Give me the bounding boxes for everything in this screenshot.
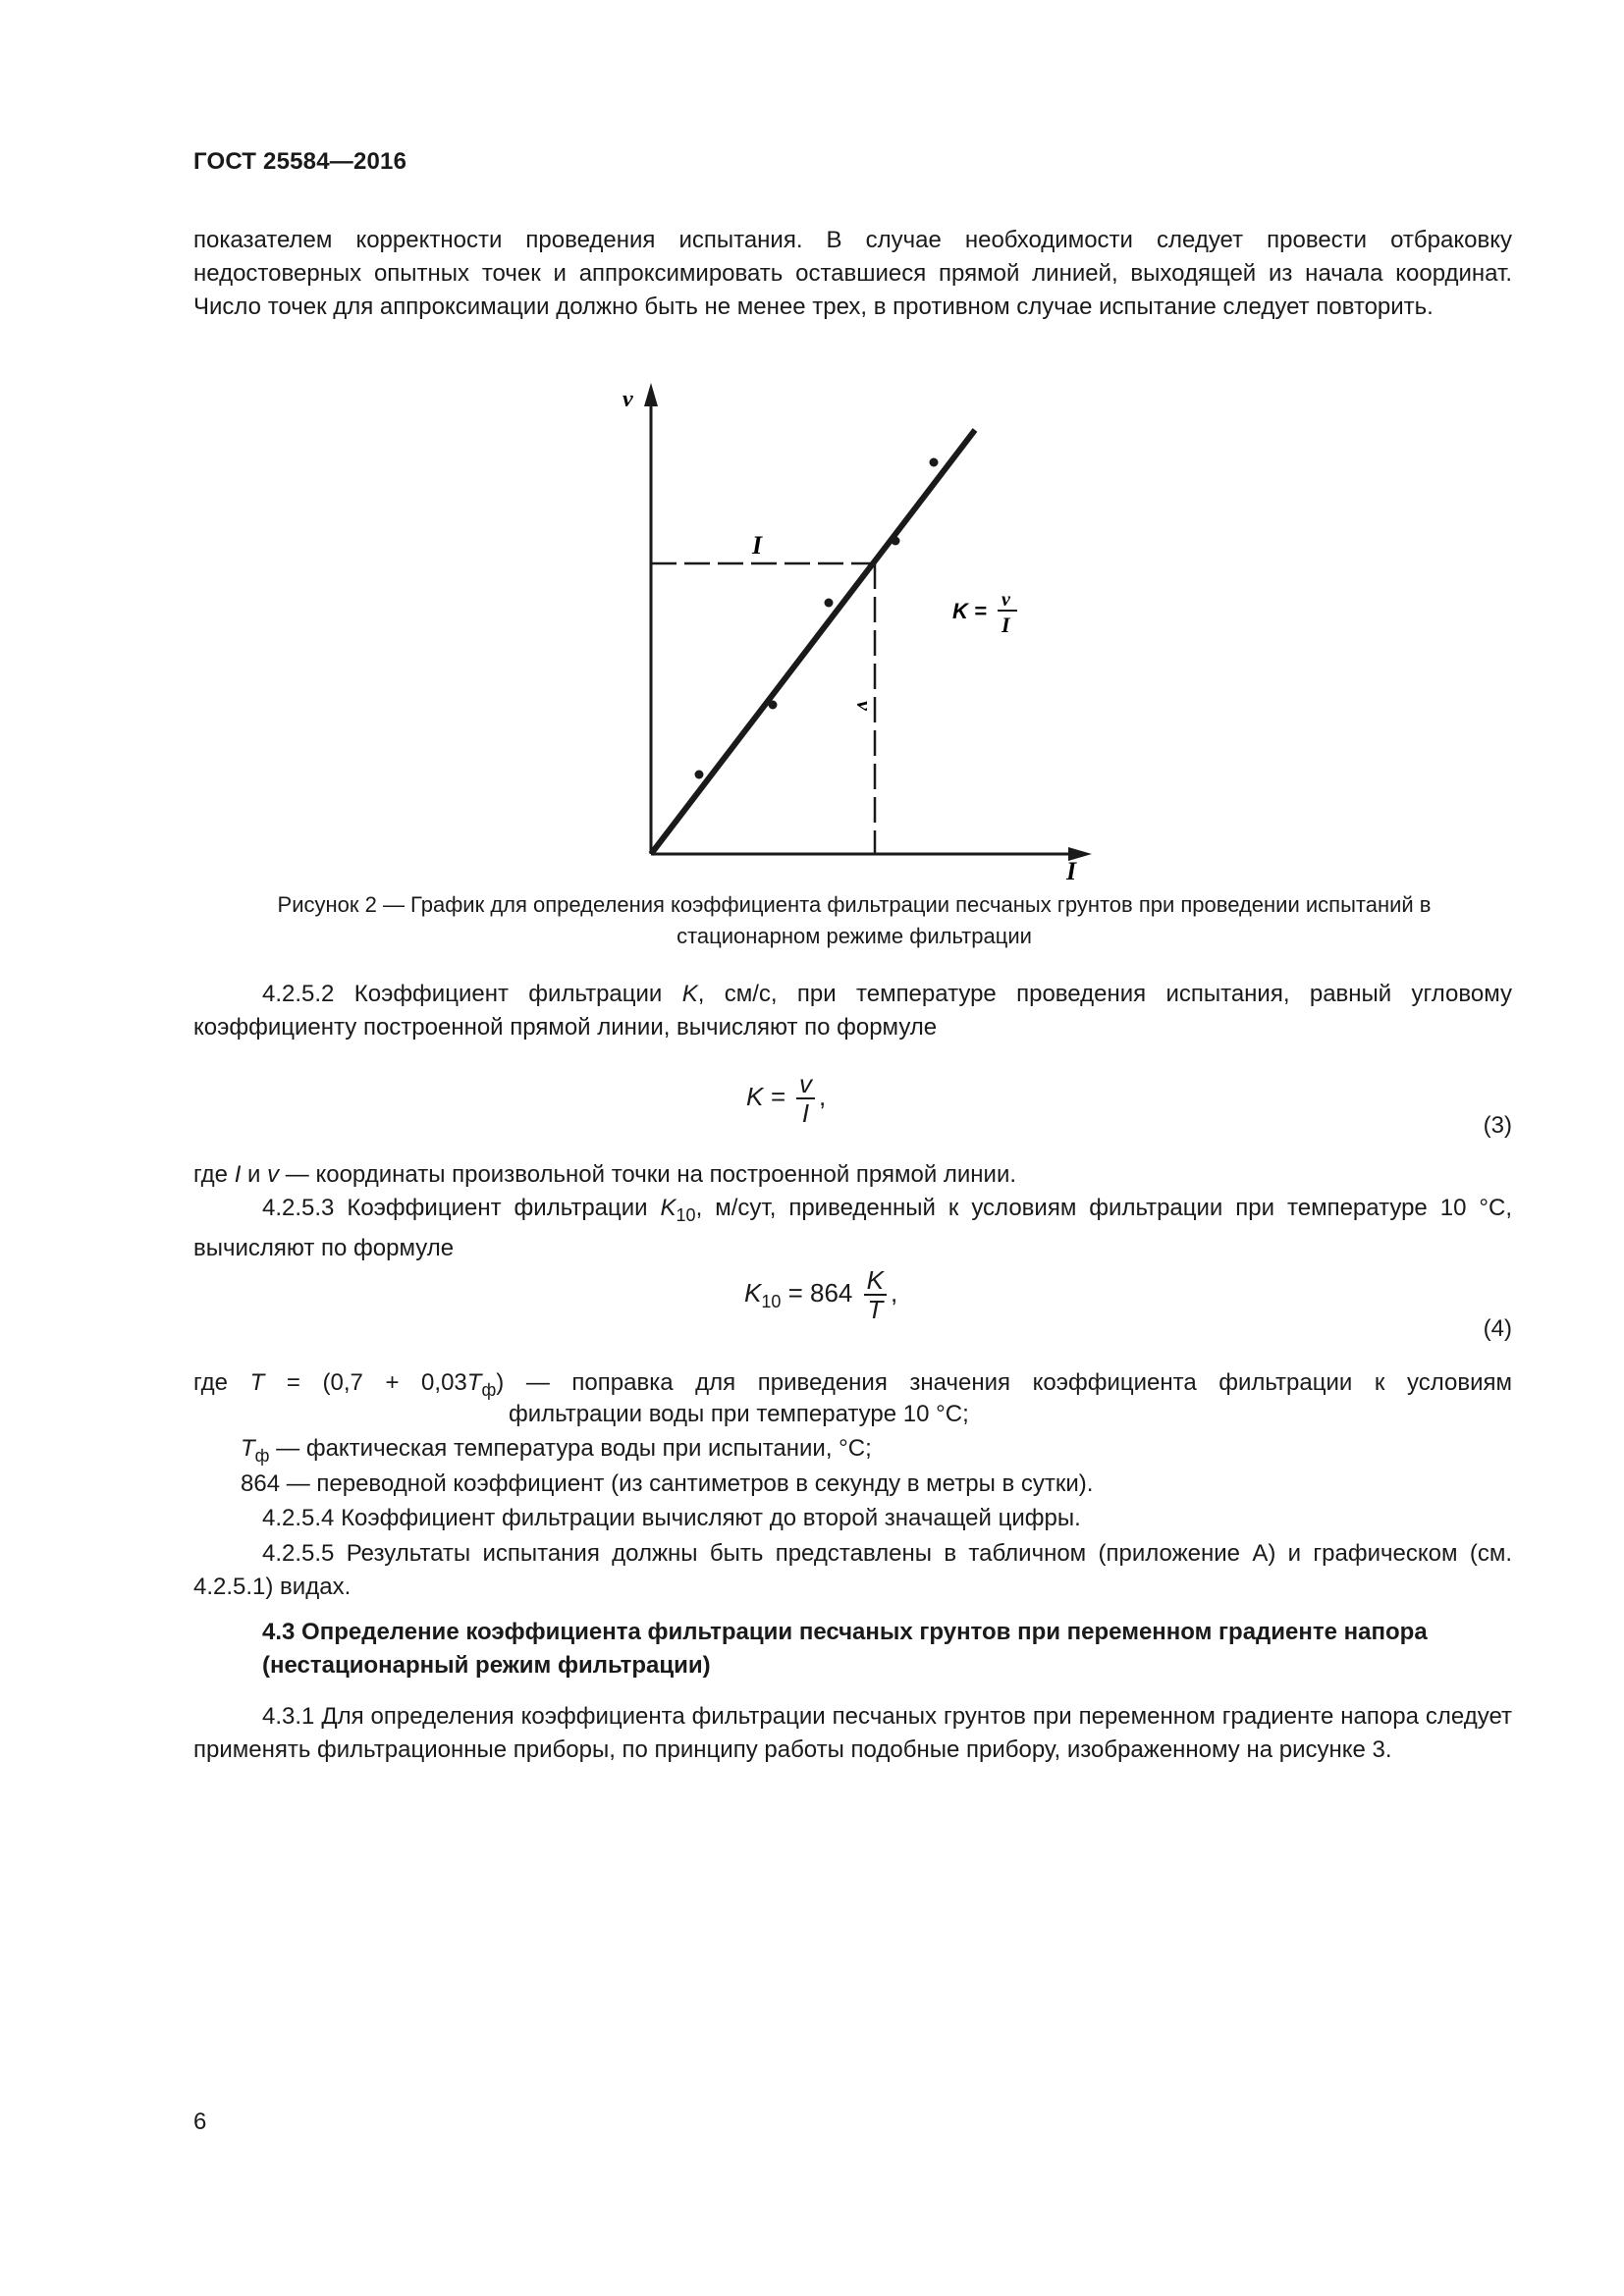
where-clause-2: где $T = (0,7 + 0,03T_ф)$ — поправка для приведения значения коэффициента фильтрации к условиям (193, 1369, 1512, 1400)
figure-formula-num: v (1001, 589, 1010, 611)
figure-caption (177, 889, 1532, 952)
section-4-2-5-4: 4.2.5.4 Коэффициент фильтрации вычисляют до второй значащей цифры. (262, 1505, 1081, 1531)
fit-line (651, 430, 975, 854)
formula-4-number: (4) (1483, 1315, 1512, 1342)
figure-2-graph (609, 373, 1100, 883)
where-clause-3: $T_ф$ — фактическая температура воды при испытании, °С; (241, 1435, 872, 1466)
segment-label-v: v (852, 701, 877, 711)
formula-4-fraction: $\frac{K}{T}$ (864, 1266, 887, 1323)
y-axis-arrow (644, 383, 658, 406)
document-header: ГОСТ 25584—2016 (193, 148, 407, 175)
formula-3-fraction: $\frac{v}{I}$ (796, 1070, 815, 1127)
where-clause-1: где I и v — координаты произвольной точки на построенной прямой линии. (193, 1161, 1017, 1188)
where-clause-2-continuation: фильтрации воды при температуре 10 °С; (509, 1401, 969, 1427)
section-4-2-5-3: 4.2.5.3 Коэффициент фильтрации $K_{10}$, м/сут, приведенный к условиям фильтрации при температуре 10 °С, вычисляют по формуле (193, 1195, 1512, 1261)
section-4-3-1: 4.3.1 Для определения коэффициента фильтрации песчаных грунтов при переменном градиенте напора следует применять фильтрационные приборы, по принципу работы подобные прибору, изображенному на рисунке 3. (193, 1703, 1512, 1763)
intro-paragraph: показателем корректности проведения испытания. В случае необходимости следует провести отбраковку недостоверных опытных точек и аппроксимировать оставшиеся прямой линией, выходящей из начала координат. Число точек для аппроксимации должно быть не менее трех, в противном случае испытание следует повторить. (193, 227, 1512, 320)
data-point (695, 771, 704, 779)
where-clause-4: 864 — переводной коэффициент (из сантиметров в секунду в метры в сутки). (241, 1470, 1094, 1497)
data-point (930, 458, 939, 467)
figure-caption-line2: стационарном режиме фильтрации (677, 924, 1032, 948)
figure-formula-den: I (1001, 613, 1010, 637)
formula-3: K = $\frac{v}{I}$ , (746, 1069, 827, 1128)
formula-3-number: (3) (1483, 1112, 1512, 1139)
segment-label-I: I (752, 531, 763, 560)
data-point (769, 701, 778, 710)
page-number: 6 (193, 2109, 207, 2135)
figure-formula-lhs: K = (952, 599, 987, 623)
formula-3-lhs: K = (746, 1081, 785, 1111)
x-axis-label: I (1066, 857, 1077, 883)
section-4-2-5-5: 4.2.5.5 Результаты испытания должны быть представлены в табличном (приложение А) и графическом (см. 4.2.5.1) видах. (193, 1540, 1512, 1600)
data-point (892, 537, 900, 546)
data-point (825, 599, 834, 608)
section-4-3-heading: 4.3 Определение коэффициента фильтрации песчаных грунтов при переменном градиенте напора (нестационарный режим фильтрации) (262, 1619, 1428, 1679)
formula-4: $K_{10} = 864$ $\frac{K}{T}$ , (744, 1265, 898, 1324)
y-axis-label: v (623, 387, 633, 412)
section-4-2-5-2: 4.2.5.2 Коэффициент фильтрации K, см/с, при температуре проведения испытания, равный угловому коэффициенту построенной прямой линии, вычисляют по формуле (193, 981, 1512, 1041)
figure-caption-line1: Рисунок 2 — График для определения коэффициента фильтрации песчаных грунтов при проведении испытаний в (277, 892, 1432, 917)
